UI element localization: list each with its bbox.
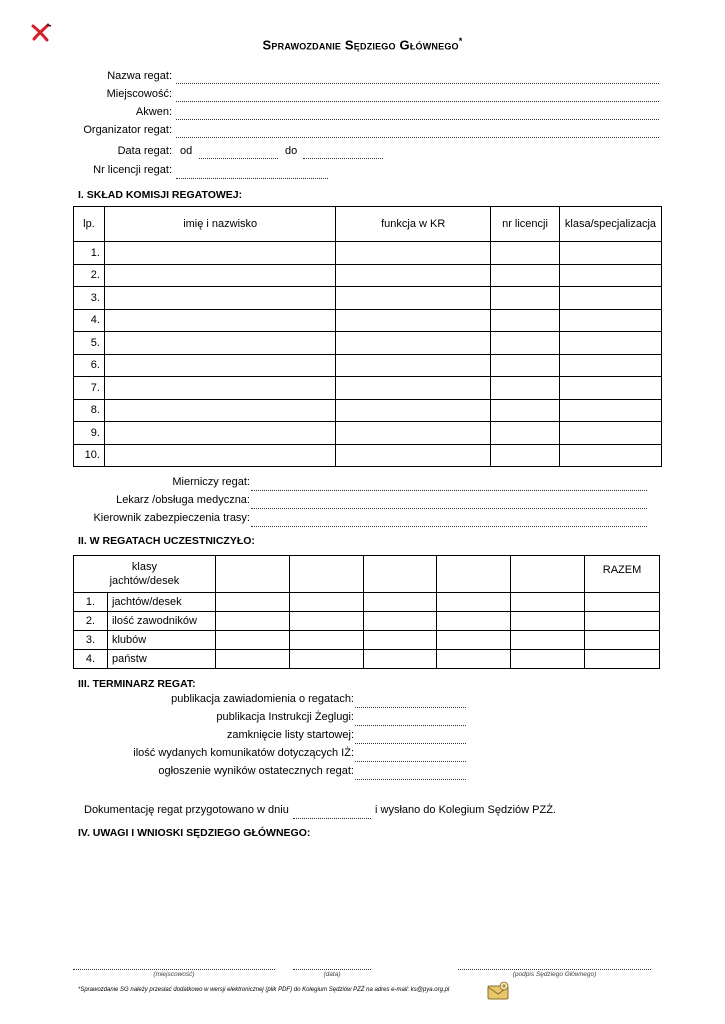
class-cell[interactable] (559, 399, 661, 422)
value-cell[interactable] (363, 650, 437, 669)
license-cell[interactable] (491, 354, 560, 377)
license-line[interactable] (176, 178, 328, 179)
row-label: klubów (107, 631, 215, 650)
date-to-label: do (285, 145, 298, 157)
table-row (74, 264, 662, 287)
table-row (74, 650, 660, 669)
class-cell[interactable] (559, 287, 661, 310)
function-cell[interactable] (336, 422, 491, 445)
instructions-line[interactable] (355, 725, 466, 726)
value-cell[interactable] (511, 612, 585, 631)
class-cell[interactable] (559, 242, 661, 265)
table-row (74, 287, 662, 310)
value-cell[interactable] (363, 612, 437, 631)
class-cell[interactable] (559, 422, 661, 445)
col-header-license: nr licencji (491, 207, 560, 242)
value-cell[interactable] (511, 631, 585, 650)
table-row (74, 332, 662, 355)
total-cell[interactable] (585, 612, 660, 631)
table-row (74, 422, 662, 445)
row-number: 5. (74, 332, 105, 355)
table-row (74, 444, 662, 467)
field-label-organizer: Organizator regat: (83, 124, 172, 136)
participants-table (73, 555, 660, 669)
row-number: 8. (74, 399, 105, 422)
amendments-line[interactable] (355, 761, 466, 762)
table-row (74, 309, 662, 332)
field-label-instructions: publikacja Instrukcji Żeglugi: (216, 711, 354, 723)
field-label-water: Akwen: (135, 106, 172, 118)
organizer-line[interactable] (176, 137, 659, 138)
field-label-entry-close: zamknięcie listy startowej: (226, 729, 354, 741)
function-cell[interactable] (336, 332, 491, 355)
table-row (74, 399, 662, 422)
row-number: 7. (74, 377, 105, 400)
row-number: 10. (74, 444, 105, 467)
page-title: Sprawozdanie Sędziego Głównego* (262, 36, 463, 53)
name-cell[interactable] (104, 264, 335, 287)
row-label: ilość zawodników (107, 612, 215, 631)
total-cell[interactable] (585, 593, 660, 612)
function-cell[interactable] (336, 377, 491, 400)
field-label-safety: Kierownik zabezpieczenia trasy: (93, 512, 250, 524)
row-number: 4. (74, 309, 105, 332)
col-header-class: klasa/specjalizacja (559, 207, 661, 242)
field-label-place: Miejscowość: (106, 88, 172, 100)
table-row (74, 631, 660, 650)
value-cell[interactable] (437, 631, 511, 650)
row-number: 4. (74, 650, 108, 669)
date-signature-line[interactable] (293, 969, 371, 970)
field-label-results: ogłoszenie wyników ostatecznych regat: (158, 765, 354, 777)
field-label-doctor: Lekarz /obsługa medyczna: (116, 494, 250, 506)
entry-close-line[interactable] (355, 743, 466, 744)
license-cell[interactable] (491, 264, 560, 287)
table-row (74, 354, 662, 377)
value-cell[interactable] (289, 612, 363, 631)
measurer-line[interactable] (251, 490, 647, 491)
value-cell[interactable] (511, 593, 585, 612)
value-cell[interactable] (363, 593, 437, 612)
class-cell[interactable] (559, 332, 661, 355)
field-label-date: Data regat: (117, 145, 172, 157)
value-cell[interactable] (289, 650, 363, 669)
date-to-line[interactable] (303, 158, 383, 159)
results-line[interactable] (355, 779, 466, 780)
table-header-row (74, 207, 662, 242)
section-1-heading: I. SKŁAD KOMISJI REGATOWEJ: (78, 189, 243, 201)
class-column-cell[interactable] (289, 556, 363, 593)
row-number: 1. (74, 593, 108, 612)
total-cell[interactable] (585, 650, 660, 669)
class-column-cell[interactable] (437, 556, 511, 593)
value-cell[interactable] (289, 631, 363, 650)
row-number: 2. (74, 612, 108, 631)
value-cell[interactable] (215, 631, 289, 650)
classes-header: klasy jachtów/desek (74, 556, 216, 593)
col-header-function: funkcja w KR (336, 207, 491, 242)
class-column-cell[interactable] (215, 556, 289, 593)
function-cell[interactable] (336, 444, 491, 467)
value-cell[interactable] (437, 593, 511, 612)
value-cell[interactable] (437, 612, 511, 631)
function-cell[interactable] (336, 242, 491, 265)
name-cell[interactable] (104, 309, 335, 332)
safety-line[interactable] (251, 526, 647, 527)
class-cell[interactable] (559, 377, 661, 400)
field-label-notice: publikacja zawiadomienia o regatach: (171, 693, 354, 705)
section-3-heading: III. TERMINARZ REGAT: (78, 678, 196, 690)
license-cell[interactable] (491, 444, 560, 467)
date-from-label: od (180, 145, 193, 157)
envelope-icon (486, 981, 510, 1001)
table-row (74, 242, 662, 265)
name-cell[interactable] (104, 399, 335, 422)
class-cell[interactable] (559, 309, 661, 332)
commission-table (73, 206, 662, 467)
table-row (74, 377, 662, 400)
name-cell[interactable] (104, 332, 335, 355)
regatta-name-line[interactable] (176, 83, 659, 84)
remarks-area[interactable] (78, 845, 660, 960)
total-cell[interactable] (585, 631, 660, 650)
row-number: 6. (74, 354, 105, 377)
section-2-heading: II. W REGATACH UCZESTNICZYŁO: (78, 535, 255, 547)
function-cell[interactable] (336, 354, 491, 377)
col-header-name: imię i nazwisko (104, 207, 335, 242)
license-cell[interactable] (491, 422, 560, 445)
signature-caption: (podpis Sędziego Głównego) (512, 971, 597, 978)
documentation-date-line[interactable] (293, 818, 371, 819)
row-number: 2. (74, 264, 105, 287)
row-number: 3. (74, 631, 108, 650)
class-column-cell[interactable] (511, 556, 585, 593)
field-label-name: Nazwa regat: (107, 70, 172, 82)
license-cell[interactable] (491, 332, 560, 355)
table-row (74, 593, 660, 612)
section-4-heading: IV. UWAGI I WNIOSKI SĘDZIEGO GŁÓWNEGO: (78, 827, 311, 839)
class-cell[interactable] (559, 264, 661, 287)
name-cell[interactable] (104, 377, 335, 400)
row-number: 9. (74, 422, 105, 445)
name-cell[interactable] (104, 422, 335, 445)
value-cell[interactable] (363, 631, 437, 650)
signature-line[interactable] (458, 969, 651, 970)
license-cell[interactable] (491, 377, 560, 400)
total-header: RAZEM (585, 556, 660, 593)
doctor-line[interactable] (251, 508, 647, 509)
notice-line[interactable] (355, 707, 466, 708)
class-column-cell[interactable] (363, 556, 437, 593)
date-caption: (data) (323, 971, 341, 978)
field-label-amendments: ilość wydanych komunikatów dotyczących IŻ: (133, 747, 354, 759)
license-cell[interactable] (491, 242, 560, 265)
name-cell[interactable] (104, 287, 335, 310)
name-cell[interactable] (104, 242, 335, 265)
date-from-line[interactable] (199, 158, 278, 159)
col-header-lp: lp. (74, 207, 105, 242)
value-cell[interactable] (215, 612, 289, 631)
row-label: jachtów/desek (107, 593, 215, 612)
place-line[interactable] (176, 101, 659, 102)
water-line[interactable] (176, 119, 659, 120)
field-label-measurer: Mierniczy regat: (172, 476, 250, 488)
documentation-text-end: i wysłano do Kolegium Sędziów PZŻ. (375, 804, 556, 816)
name-cell[interactable] (104, 354, 335, 377)
license-cell[interactable] (491, 287, 560, 310)
license-cell[interactable] (491, 399, 560, 422)
table-row (74, 612, 660, 631)
name-cell[interactable] (104, 444, 335, 467)
value-cell[interactable] (437, 650, 511, 669)
function-cell[interactable] (336, 309, 491, 332)
class-cell[interactable] (559, 354, 661, 377)
documentation-text: Dokumentację regat przygotowano w dniu (84, 804, 289, 816)
place-caption: (miejscowość) (153, 971, 195, 978)
table-header-row (74, 556, 660, 593)
row-number: 1. (74, 242, 105, 265)
place-signature-line[interactable] (73, 969, 275, 970)
function-cell[interactable] (336, 264, 491, 287)
class-cell[interactable] (559, 444, 661, 467)
license-cell[interactable] (491, 309, 560, 332)
function-cell[interactable] (336, 287, 491, 310)
value-cell[interactable] (511, 650, 585, 669)
field-label-license: Nr licencji regat: (93, 164, 172, 176)
value-cell[interactable] (215, 650, 289, 669)
row-number: 3. (74, 287, 105, 310)
function-cell[interactable] (336, 399, 491, 422)
footnote: *Sprawozdanie SG należy przesłać dodatkowo w wersji elektronicznej (plik PDF) do Kolegium Sędziów PZŻ na adres e-mail: ks@pya.org.pl (78, 987, 450, 993)
value-cell[interactable] (215, 593, 289, 612)
value-cell[interactable] (289, 593, 363, 612)
row-label: państw (107, 650, 215, 669)
